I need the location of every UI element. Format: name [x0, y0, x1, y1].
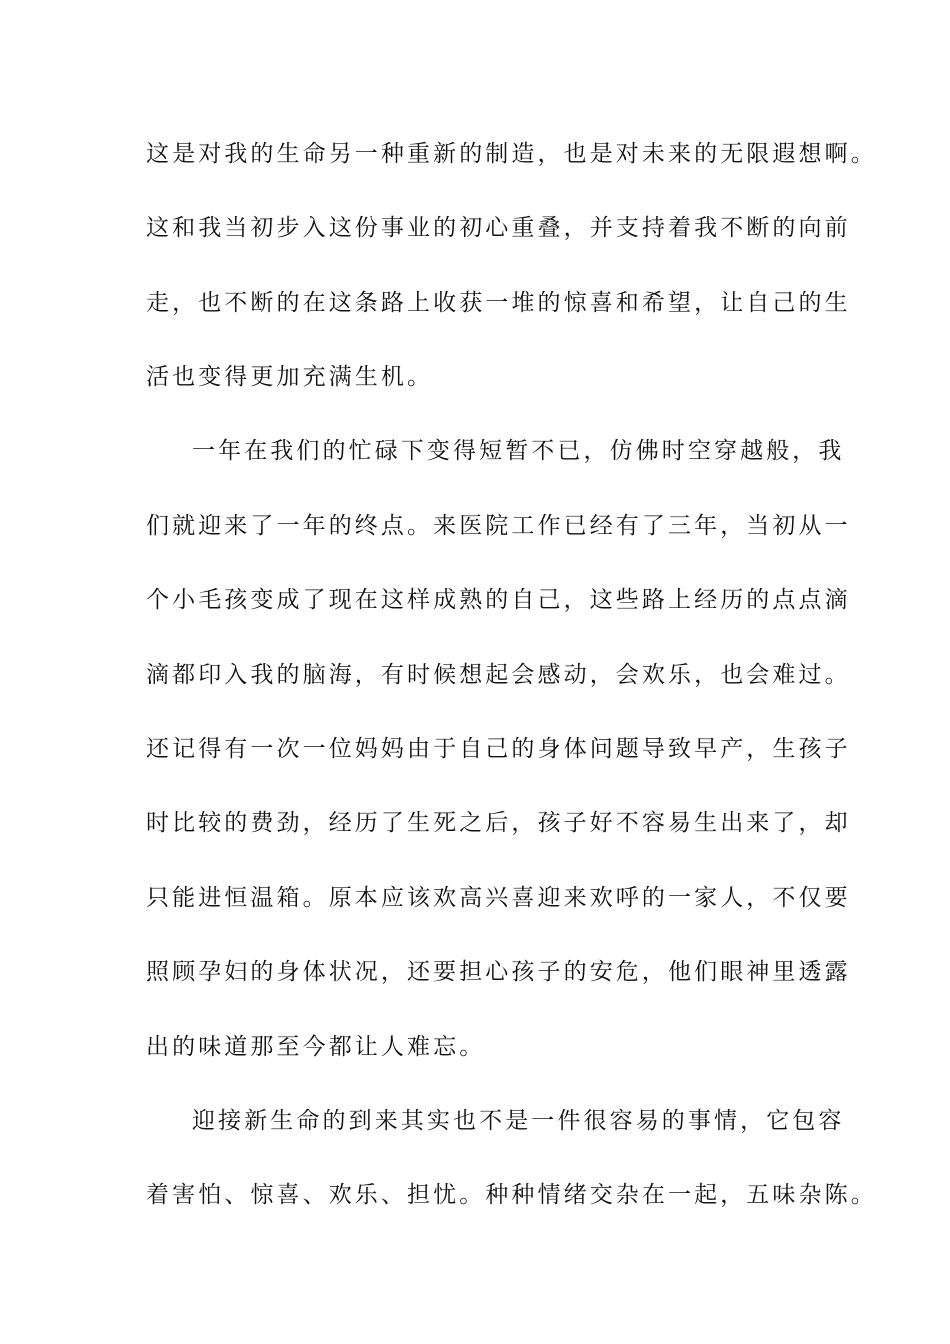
text-line: 走，也不断的在这条路上收获一堆的惊喜和希望，让自己的生	[146, 290, 851, 316]
text-line: 个小毛孩变成了现在这样成熟的自己，这些路上经历的点点滴	[146, 587, 851, 613]
text-line: 滴都印入我的脑海，有时候想起会感动，会欢乐，也会难过。	[146, 662, 851, 688]
text-line: 们就迎来了一年的终点。来医院工作已经有了三年，当初从一	[146, 513, 851, 539]
text-line: 时比较的费劲，经历了生死之后，孩子好不容易生出来了，却	[146, 810, 851, 836]
text-line: 活也变得更加充满生机。	[146, 364, 434, 390]
text-line: 还记得有一次一位妈妈由于自己的身体问题导致早产，生孩子	[146, 736, 851, 762]
text-line: 着害怕、惊喜、欢乐、担忧。种种情绪交杂在一起，五味杂陈。	[146, 1182, 877, 1208]
text-line: 迎接新生命的到来其实也不是一件很容易的事情，它包容	[192, 1108, 845, 1134]
text-line: 一年在我们的忙碌下变得短暂不已，仿佛时空穿越般，我	[192, 438, 845, 464]
text-line: 这是对我的生命另一种重新的制造，也是对未来的无限遐想啊。	[146, 141, 877, 167]
text-line: 出的味道那至今都让人难忘。	[146, 1034, 486, 1060]
text-line: 照顾孕妇的身体状况，还要担心孩子的安危，他们眼神里透露	[146, 959, 851, 985]
text-line: 这和我当初步入这份事业的初心重叠，并支持着我不断的向前	[146, 215, 851, 241]
text-line: 只能进恒温箱。原本应该欢高兴喜迎来欢呼的一家人，不仅要	[146, 885, 851, 911]
